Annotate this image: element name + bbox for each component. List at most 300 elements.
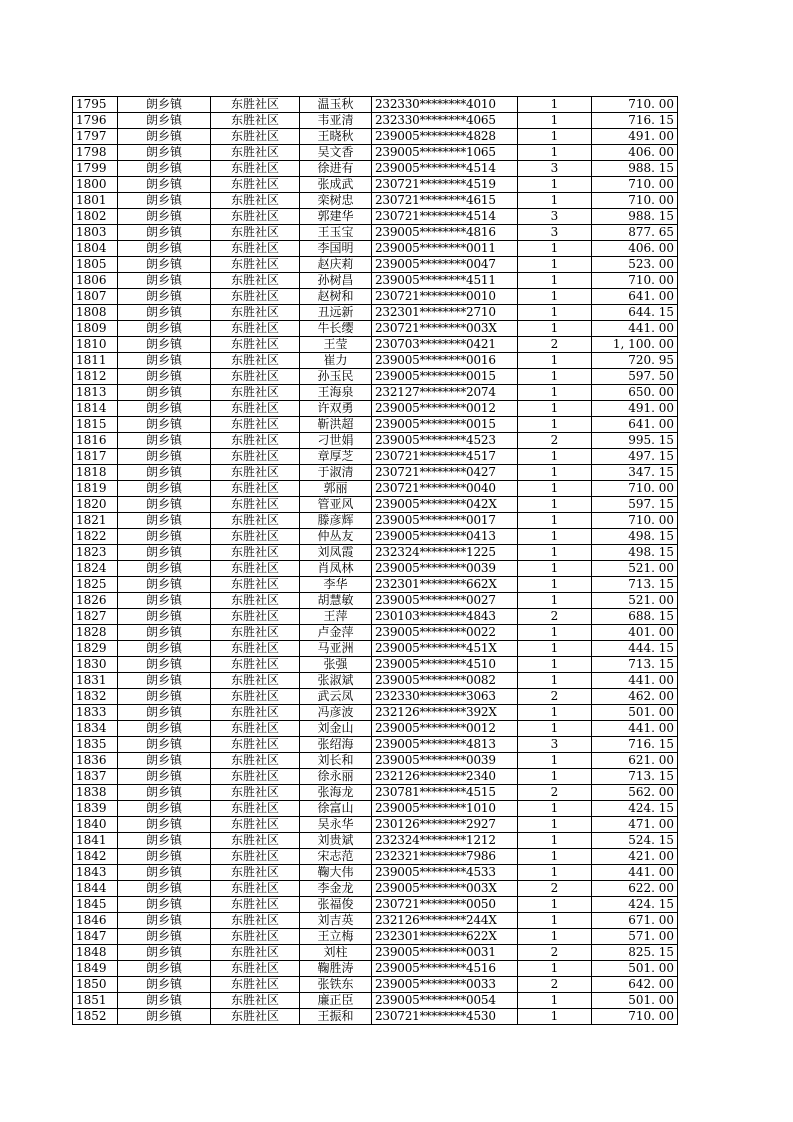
count-cell: 1: [518, 129, 592, 145]
name-cell: 王晓秋: [300, 129, 372, 145]
amount-cell: 622. 00: [592, 881, 678, 897]
count-cell: 1: [518, 385, 592, 401]
amount-cell: 406. 00: [592, 241, 678, 257]
town-cell: 朗乡镇: [118, 993, 211, 1009]
community-cell: 东胜社区: [211, 817, 300, 833]
town-cell: 朗乡镇: [118, 897, 211, 913]
community-cell: 东胜社区: [211, 689, 300, 705]
community-cell: 东胜社区: [211, 753, 300, 769]
name-cell: 刘吉英: [300, 913, 372, 929]
amount-cell: 710. 00: [592, 481, 678, 497]
amount-cell: 462. 00: [592, 689, 678, 705]
name-cell: 孙树昌: [300, 273, 372, 289]
community-cell: 东胜社区: [211, 849, 300, 865]
community-cell: 东胜社区: [211, 129, 300, 145]
id-number-cell: 239005********1010: [372, 801, 518, 817]
amount-cell: 641. 00: [592, 289, 678, 305]
count-cell: 1: [518, 321, 592, 337]
community-cell: 东胜社区: [211, 161, 300, 177]
row-number: 1836: [73, 753, 118, 769]
count-cell: 1: [518, 497, 592, 513]
name-cell: 牛长缨: [300, 321, 372, 337]
name-cell: 孙玉民: [300, 369, 372, 385]
count-cell: 1: [518, 257, 592, 273]
community-cell: 东胜社区: [211, 113, 300, 129]
amount-cell: 491. 00: [592, 129, 678, 145]
count-cell: 3: [518, 161, 592, 177]
table-row: [73, 97, 678, 113]
town-cell: 朗乡镇: [118, 801, 211, 817]
count-cell: 1: [518, 561, 592, 577]
table-row: [73, 753, 678, 769]
name-cell: 武云凤: [300, 689, 372, 705]
id-number-cell: 230721********0040: [372, 481, 518, 497]
count-cell: 1: [518, 529, 592, 545]
name-cell: 王振和: [300, 1009, 372, 1025]
row-number: 1798: [73, 145, 118, 161]
community-cell: 东胜社区: [211, 193, 300, 209]
count-cell: 1: [518, 801, 592, 817]
town-cell: 朗乡镇: [118, 289, 211, 305]
name-cell: 徐永丽: [300, 769, 372, 785]
name-cell: 韦亚清: [300, 113, 372, 129]
table-row: [73, 129, 678, 145]
id-number-cell: 239005********451X: [372, 641, 518, 657]
community-cell: 东胜社区: [211, 785, 300, 801]
row-number: 1813: [73, 385, 118, 401]
amount-cell: 523. 00: [592, 257, 678, 273]
count-cell: 1: [518, 449, 592, 465]
count-cell: 2: [518, 945, 592, 961]
table-row: [73, 209, 678, 225]
name-cell: 栾树忠: [300, 193, 372, 209]
table-row: [73, 193, 678, 209]
count-cell: 1: [518, 481, 592, 497]
table-row: [73, 369, 678, 385]
count-cell: 1: [518, 465, 592, 481]
community-cell: 东胜社区: [211, 577, 300, 593]
town-cell: 朗乡镇: [118, 321, 211, 337]
table-row: [73, 417, 678, 433]
community-cell: 东胜社区: [211, 241, 300, 257]
amount-cell: 441. 00: [592, 673, 678, 689]
table-row: [73, 881, 678, 897]
town-cell: 朗乡镇: [118, 833, 211, 849]
amount-cell: 524. 15: [592, 833, 678, 849]
amount-cell: 501. 00: [592, 993, 678, 1009]
amount-cell: 521. 00: [592, 593, 678, 609]
count-cell: 1: [518, 593, 592, 609]
row-number: 1803: [73, 225, 118, 241]
town-cell: 朗乡镇: [118, 945, 211, 961]
id-number-cell: 239005********0054: [372, 993, 518, 1009]
id-number-cell: 232330********4065: [372, 113, 518, 129]
row-number: 1849: [73, 961, 118, 977]
amount-cell: 497. 15: [592, 449, 678, 465]
table-row: [73, 801, 678, 817]
id-number-cell: 230721********4615: [372, 193, 518, 209]
amount-cell: 825. 15: [592, 945, 678, 961]
town-cell: 朗乡镇: [118, 417, 211, 433]
row-number: 1835: [73, 737, 118, 753]
row-number: 1822: [73, 529, 118, 545]
amount-cell: 424. 15: [592, 897, 678, 913]
id-number-cell: 239005********4816: [372, 225, 518, 241]
name-cell: 温玉秋: [300, 97, 372, 113]
row-number: 1811: [73, 353, 118, 369]
table-row: [73, 577, 678, 593]
name-cell: 章厚芝: [300, 449, 372, 465]
row-number: 1809: [73, 321, 118, 337]
community-cell: 东胜社区: [211, 977, 300, 993]
name-cell: 徐进有: [300, 161, 372, 177]
community-cell: 东胜社区: [211, 673, 300, 689]
count-cell: 2: [518, 609, 592, 625]
count-cell: 1: [518, 929, 592, 945]
id-number-cell: 230721********0050: [372, 897, 518, 913]
town-cell: 朗乡镇: [118, 753, 211, 769]
town-cell: 朗乡镇: [118, 481, 211, 497]
town-cell: 朗乡镇: [118, 161, 211, 177]
town-cell: 朗乡镇: [118, 449, 211, 465]
amount-cell: 441. 00: [592, 865, 678, 881]
row-number: 1806: [73, 273, 118, 289]
name-cell: 刘金山: [300, 721, 372, 737]
name-cell: 李金龙: [300, 881, 372, 897]
row-number: 1829: [73, 641, 118, 657]
table-row: [73, 1009, 678, 1025]
community-cell: 东胜社区: [211, 257, 300, 273]
amount-cell: 597. 50: [592, 369, 678, 385]
community-cell: 东胜社区: [211, 913, 300, 929]
name-cell: 刘柱: [300, 945, 372, 961]
town-cell: 朗乡镇: [118, 337, 211, 353]
name-cell: 赵树和: [300, 289, 372, 305]
count-cell: 3: [518, 225, 592, 241]
amount-cell: 444. 15: [592, 641, 678, 657]
town-cell: 朗乡镇: [118, 721, 211, 737]
town-cell: 朗乡镇: [118, 369, 211, 385]
name-cell: 肖凤林: [300, 561, 372, 577]
row-number: 1804: [73, 241, 118, 257]
count-cell: 1: [518, 513, 592, 529]
amount-cell: 491. 00: [592, 401, 678, 417]
row-number: 1852: [73, 1009, 118, 1025]
town-cell: 朗乡镇: [118, 513, 211, 529]
community-cell: 东胜社区: [211, 417, 300, 433]
id-number-cell: 230126********2927: [372, 817, 518, 833]
table-row: [73, 273, 678, 289]
id-number-cell: 239005********4828: [372, 129, 518, 145]
count-cell: 1: [518, 721, 592, 737]
town-cell: 朗乡镇: [118, 385, 211, 401]
name-cell: 于淑清: [300, 465, 372, 481]
community-cell: 东胜社区: [211, 561, 300, 577]
id-number-cell: 239005********0017: [372, 513, 518, 529]
row-number: 1830: [73, 657, 118, 673]
community-cell: 东胜社区: [211, 273, 300, 289]
table-row: [73, 161, 678, 177]
amount-cell: 710. 00: [592, 273, 678, 289]
name-cell: 王海泉: [300, 385, 372, 401]
amount-cell: 720. 95: [592, 353, 678, 369]
community-cell: 东胜社区: [211, 433, 300, 449]
row-number: 1840: [73, 817, 118, 833]
id-number-cell: 239005********0027: [372, 593, 518, 609]
id-number-cell: 239005********0039: [372, 561, 518, 577]
community-cell: 东胜社区: [211, 705, 300, 721]
table-row: [73, 657, 678, 673]
amount-cell: 650. 00: [592, 385, 678, 401]
row-number: 1845: [73, 897, 118, 913]
count-cell: 1: [518, 641, 592, 657]
row-number: 1816: [73, 433, 118, 449]
table-row: [73, 705, 678, 721]
table-row: [73, 449, 678, 465]
row-number: 1817: [73, 449, 118, 465]
count-cell: 1: [518, 753, 592, 769]
id-number-cell: 239005********003X: [372, 881, 518, 897]
row-number: 1795: [73, 97, 118, 113]
town-cell: 朗乡镇: [118, 113, 211, 129]
count-cell: 1: [518, 273, 592, 289]
row-number: 1838: [73, 785, 118, 801]
count-cell: 2: [518, 433, 592, 449]
table-row: [73, 481, 678, 497]
name-cell: 冯彦波: [300, 705, 372, 721]
amount-cell: 441. 00: [592, 321, 678, 337]
count-cell: 1: [518, 833, 592, 849]
id-number-cell: 239005********0022: [372, 625, 518, 641]
id-number-cell: 230103********4843: [372, 609, 518, 625]
count-cell: 1: [518, 241, 592, 257]
table-row: [73, 385, 678, 401]
amount-cell: 406. 00: [592, 145, 678, 161]
count-cell: 1: [518, 993, 592, 1009]
town-cell: 朗乡镇: [118, 977, 211, 993]
count-cell: 2: [518, 977, 592, 993]
data-table: [72, 96, 678, 1025]
town-cell: 朗乡镇: [118, 673, 211, 689]
count-cell: 1: [518, 1009, 592, 1025]
name-cell: 马亚洲: [300, 641, 372, 657]
id-number-cell: 232126********2340: [372, 769, 518, 785]
row-number: 1839: [73, 801, 118, 817]
amount-cell: 498. 15: [592, 545, 678, 561]
community-cell: 东胜社区: [211, 97, 300, 113]
id-number-cell: 239005********4523: [372, 433, 518, 449]
row-number: 1833: [73, 705, 118, 721]
name-cell: 张强: [300, 657, 372, 673]
row-number: 1812: [73, 369, 118, 385]
community-cell: 东胜社区: [211, 897, 300, 913]
count-cell: 1: [518, 897, 592, 913]
count-cell: 3: [518, 209, 592, 225]
id-number-cell: 232126********392X: [372, 705, 518, 721]
amount-cell: 988. 15: [592, 161, 678, 177]
community-cell: 东胜社区: [211, 993, 300, 1009]
table-row: [73, 401, 678, 417]
town-cell: 朗乡镇: [118, 273, 211, 289]
town-cell: 朗乡镇: [118, 145, 211, 161]
community-cell: 东胜社区: [211, 929, 300, 945]
count-cell: 2: [518, 785, 592, 801]
town-cell: 朗乡镇: [118, 769, 211, 785]
row-number: 1842: [73, 849, 118, 865]
amount-cell: 521. 00: [592, 561, 678, 577]
id-number-cell: 239005********0082: [372, 673, 518, 689]
community-cell: 东胜社区: [211, 337, 300, 353]
amount-cell: 347. 15: [592, 465, 678, 481]
community-cell: 东胜社区: [211, 305, 300, 321]
row-number: 1828: [73, 625, 118, 641]
name-cell: 郭丽: [300, 481, 372, 497]
town-cell: 朗乡镇: [118, 785, 211, 801]
community-cell: 东胜社区: [211, 401, 300, 417]
name-cell: 许双勇: [300, 401, 372, 417]
id-number-cell: 232301********622X: [372, 929, 518, 945]
name-cell: 赵庆莉: [300, 257, 372, 273]
table-row: [73, 305, 678, 321]
name-cell: 鞠大伟: [300, 865, 372, 881]
row-number: 1818: [73, 465, 118, 481]
amount-cell: 621. 00: [592, 753, 678, 769]
id-number-cell: 230721********0427: [372, 465, 518, 481]
table-row: [73, 145, 678, 161]
amount-cell: 877. 65: [592, 225, 678, 241]
community-cell: 东胜社区: [211, 1009, 300, 1025]
row-number: 1807: [73, 289, 118, 305]
name-cell: 王莹: [300, 337, 372, 353]
table-row: [73, 177, 678, 193]
town-cell: 朗乡镇: [118, 353, 211, 369]
name-cell: 刁世娟: [300, 433, 372, 449]
town-cell: 朗乡镇: [118, 225, 211, 241]
table-row: [73, 929, 678, 945]
community-cell: 东胜社区: [211, 385, 300, 401]
table-row: [73, 737, 678, 753]
row-number: 1823: [73, 545, 118, 561]
town-cell: 朗乡镇: [118, 609, 211, 625]
table-row: [73, 465, 678, 481]
community-cell: 东胜社区: [211, 353, 300, 369]
count-cell: 2: [518, 689, 592, 705]
amount-cell: 498. 15: [592, 529, 678, 545]
town-cell: 朗乡镇: [118, 577, 211, 593]
amount-cell: 571. 00: [592, 929, 678, 945]
id-number-cell: 230721********4519: [372, 177, 518, 193]
row-number: 1834: [73, 721, 118, 737]
id-number-cell: 230721********003X: [372, 321, 518, 337]
count-cell: 1: [518, 113, 592, 129]
town-cell: 朗乡镇: [118, 497, 211, 513]
row-number: 1821: [73, 513, 118, 529]
amount-cell: 441. 00: [592, 721, 678, 737]
table-row: [73, 513, 678, 529]
id-number-cell: 239005********4514: [372, 161, 518, 177]
table-row: [73, 673, 678, 689]
town-cell: 朗乡镇: [118, 865, 211, 881]
table-row: [73, 625, 678, 641]
amount-cell: 713. 15: [592, 769, 678, 785]
count-cell: 1: [518, 913, 592, 929]
table-row: [73, 593, 678, 609]
count-cell: 3: [518, 737, 592, 753]
amount-cell: 713. 15: [592, 577, 678, 593]
community-cell: 东胜社区: [211, 737, 300, 753]
name-cell: 郭建华: [300, 209, 372, 225]
town-cell: 朗乡镇: [118, 257, 211, 273]
table-row: [73, 289, 678, 305]
amount-cell: 644. 15: [592, 305, 678, 321]
name-cell: 张成武: [300, 177, 372, 193]
town-cell: 朗乡镇: [118, 561, 211, 577]
amount-cell: 671. 00: [592, 913, 678, 929]
amount-cell: 641. 00: [592, 417, 678, 433]
town-cell: 朗乡镇: [118, 401, 211, 417]
table-row: [73, 433, 678, 449]
name-cell: 仲丛友: [300, 529, 372, 545]
town-cell: 朗乡镇: [118, 305, 211, 321]
community-cell: 东胜社区: [211, 513, 300, 529]
id-number-cell: 239005********4516: [372, 961, 518, 977]
name-cell: 张海龙: [300, 785, 372, 801]
table-row: [73, 225, 678, 241]
count-cell: 1: [518, 97, 592, 113]
count-cell: 1: [518, 849, 592, 865]
town-cell: 朗乡镇: [118, 1009, 211, 1025]
community-cell: 东胜社区: [211, 801, 300, 817]
name-cell: 胡慧敏: [300, 593, 372, 609]
table-row: [73, 337, 678, 353]
row-number: 1846: [73, 913, 118, 929]
count-cell: 1: [518, 769, 592, 785]
town-cell: 朗乡镇: [118, 593, 211, 609]
row-number: 1844: [73, 881, 118, 897]
id-number-cell: 232301********2710: [372, 305, 518, 321]
town-cell: 朗乡镇: [118, 97, 211, 113]
amount-cell: 710. 00: [592, 177, 678, 193]
count-cell: 1: [518, 369, 592, 385]
community-cell: 东胜社区: [211, 625, 300, 641]
id-number-cell: 239005********4533: [372, 865, 518, 881]
town-cell: 朗乡镇: [118, 849, 211, 865]
row-number: 1851: [73, 993, 118, 1009]
count-cell: 2: [518, 337, 592, 353]
id-number-cell: 239005********0015: [372, 369, 518, 385]
community-cell: 东胜社区: [211, 225, 300, 241]
name-cell: 丑远新: [300, 305, 372, 321]
id-number-cell: 230721********0010: [372, 289, 518, 305]
id-number-cell: 239005********4813: [372, 737, 518, 753]
table-row: [73, 609, 678, 625]
row-number: 1796: [73, 113, 118, 129]
row-number: 1850: [73, 977, 118, 993]
row-number: 1837: [73, 769, 118, 785]
name-cell: 刘贵斌: [300, 833, 372, 849]
count-cell: 1: [518, 657, 592, 673]
id-number-cell: 230781********4515: [372, 785, 518, 801]
community-cell: 东胜社区: [211, 721, 300, 737]
amount-cell: 421. 00: [592, 849, 678, 865]
count-cell: 1: [518, 289, 592, 305]
amount-cell: 995. 15: [592, 433, 678, 449]
row-number: 1848: [73, 945, 118, 961]
amount-cell: 401. 00: [592, 625, 678, 641]
id-number-cell: 232321********7986: [372, 849, 518, 865]
row-number: 1820: [73, 497, 118, 513]
table-row: [73, 721, 678, 737]
